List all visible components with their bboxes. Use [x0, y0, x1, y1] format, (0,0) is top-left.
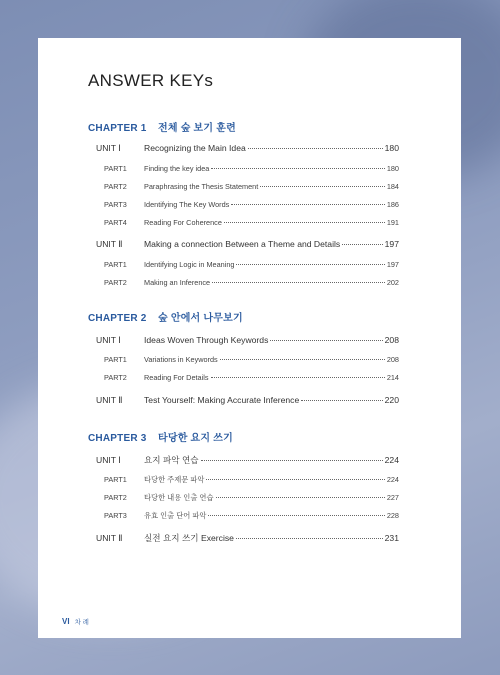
- entry-label: UNIT Ⅱ: [96, 533, 123, 543]
- leader-dots: [216, 497, 385, 498]
- leader-dots: [231, 204, 385, 205]
- entry-title: Paraphrasing the Thesis Statement: [144, 182, 259, 191]
- toc-part-row[interactable]: [96, 355, 399, 364]
- entry-page: 227: [386, 493, 399, 502]
- leader-dots: [212, 282, 385, 283]
- toc-unit-row[interactable]: [96, 335, 399, 346]
- chapter-name: 숲 안에서 나무보기: [158, 313, 243, 324]
- chapter-heading[interactable]: [88, 429, 233, 444]
- entry-label: UNIT Ⅰ: [96, 455, 121, 465]
- entry-title: Reading For Coherence: [144, 218, 222, 227]
- leader-dots: [201, 460, 383, 461]
- toc-part-row[interactable]: [96, 218, 399, 227]
- leader-dots: [270, 340, 382, 341]
- entry-page: 228: [386, 511, 399, 520]
- entry-label: PART3: [104, 200, 127, 209]
- entry-label: PART1: [104, 164, 127, 173]
- entry-label: UNIT Ⅰ: [96, 143, 121, 153]
- entry-label: PART4: [104, 218, 127, 227]
- entry-page: 180: [384, 143, 399, 153]
- leader-dots: [220, 359, 385, 360]
- leader-dots: [206, 479, 384, 480]
- toc-part-row[interactable]: [96, 260, 399, 269]
- entry-label: PART1: [104, 355, 127, 364]
- entry-title: 실전 요지 쓰기 Exercise: [144, 533, 234, 543]
- footer-section-label: 차 례: [74, 619, 89, 626]
- toc-unit-row[interactable]: [96, 454, 399, 466]
- toc-unit-row[interactable]: [96, 395, 399, 406]
- toc-part-row[interactable]: [96, 475, 399, 485]
- chapter-heading[interactable]: [88, 309, 243, 324]
- entry-title: Reading For Details: [144, 373, 209, 382]
- entry-page: 197: [386, 260, 399, 269]
- leader-dots: [301, 400, 382, 401]
- toc-part-row[interactable]: [96, 373, 399, 382]
- chapter-label: CHAPTER 3: [88, 433, 147, 444]
- entry-title: 타당한 내용 인출 연습: [144, 493, 214, 502]
- page-footer: [62, 617, 89, 626]
- contents-page: [38, 38, 461, 638]
- entry-title: Recognizing the Main Idea: [144, 143, 246, 153]
- entry-page: 231: [384, 533, 399, 543]
- entry-page: 191: [386, 218, 399, 227]
- entry-label: PART2: [104, 493, 127, 502]
- entry-title: 유효 인출 단어 파악: [144, 511, 207, 520]
- entry-label: UNIT Ⅱ: [96, 239, 123, 249]
- leader-dots: [248, 148, 383, 149]
- chapter-name: 전체 숲 보기 훈련: [158, 123, 236, 134]
- entry-page: 208: [386, 355, 399, 364]
- entry-page: 186: [386, 200, 399, 209]
- leader-dots: [224, 222, 385, 223]
- entry-label: PART1: [104, 260, 127, 269]
- toc-unit-row[interactable]: [96, 239, 399, 250]
- entry-page: 197: [384, 239, 399, 249]
- entry-title: Making a connection Between a Theme and Details: [144, 239, 341, 249]
- entry-label: PART2: [104, 182, 127, 191]
- toc-part-row[interactable]: [96, 493, 399, 503]
- entry-page: 202: [386, 278, 399, 287]
- leader-dots: [260, 186, 385, 187]
- chapter-name: 타당한 요지 쓰기: [158, 433, 233, 444]
- entry-title: Identifying Logic in Meaning: [144, 260, 235, 269]
- entry-label: UNIT Ⅱ: [96, 395, 123, 405]
- toc-part-row[interactable]: [96, 200, 399, 209]
- entry-title: Test Yourself: Making Accurate Inference: [144, 395, 300, 405]
- leader-dots: [236, 264, 384, 265]
- leader-dots: [236, 538, 383, 539]
- toc-part-row[interactable]: [96, 278, 399, 287]
- entry-title: Variations in Keywords: [144, 355, 218, 364]
- entry-page: 224: [384, 455, 399, 465]
- entry-page: 180: [386, 164, 399, 173]
- leader-dots: [208, 515, 384, 516]
- entry-label: PART2: [104, 373, 127, 382]
- leader-dots: [211, 377, 385, 378]
- entry-title: Identifying The Key Words: [144, 200, 230, 209]
- entry-title: Ideas Woven Through Keywords: [144, 335, 269, 345]
- entry-label: PART1: [104, 475, 127, 484]
- chapter-heading[interactable]: [88, 119, 236, 134]
- entry-title: Making an Inference: [144, 278, 211, 287]
- footer-page-number: VI: [62, 617, 70, 626]
- entry-label: UNIT Ⅰ: [96, 335, 121, 345]
- entry-page: 220: [384, 395, 399, 405]
- entry-page: 224: [386, 475, 399, 484]
- toc-unit-row[interactable]: [96, 532, 399, 544]
- entry-label: PART2: [104, 278, 127, 287]
- entry-title: 요지 파악 연습: [144, 455, 199, 465]
- chapter-label: CHAPTER 2: [88, 313, 147, 324]
- leader-dots: [211, 168, 385, 169]
- page-title: ANSWER KEYs: [88, 71, 214, 90]
- entry-label: PART3: [104, 511, 127, 520]
- entry-title: 타당한 주제문 파악: [144, 475, 205, 484]
- entry-page: 214: [386, 373, 399, 382]
- leader-dots: [342, 244, 382, 245]
- entry-page: 184: [386, 182, 399, 191]
- entry-title: Finding the key idea: [144, 164, 210, 173]
- toc-part-row[interactable]: [96, 164, 399, 173]
- toc-unit-row[interactable]: [96, 143, 399, 154]
- entry-page: 208: [384, 335, 399, 345]
- chapter-label: CHAPTER 1: [88, 123, 147, 134]
- toc-part-row[interactable]: [96, 182, 399, 191]
- toc-part-row[interactable]: [96, 511, 399, 521]
